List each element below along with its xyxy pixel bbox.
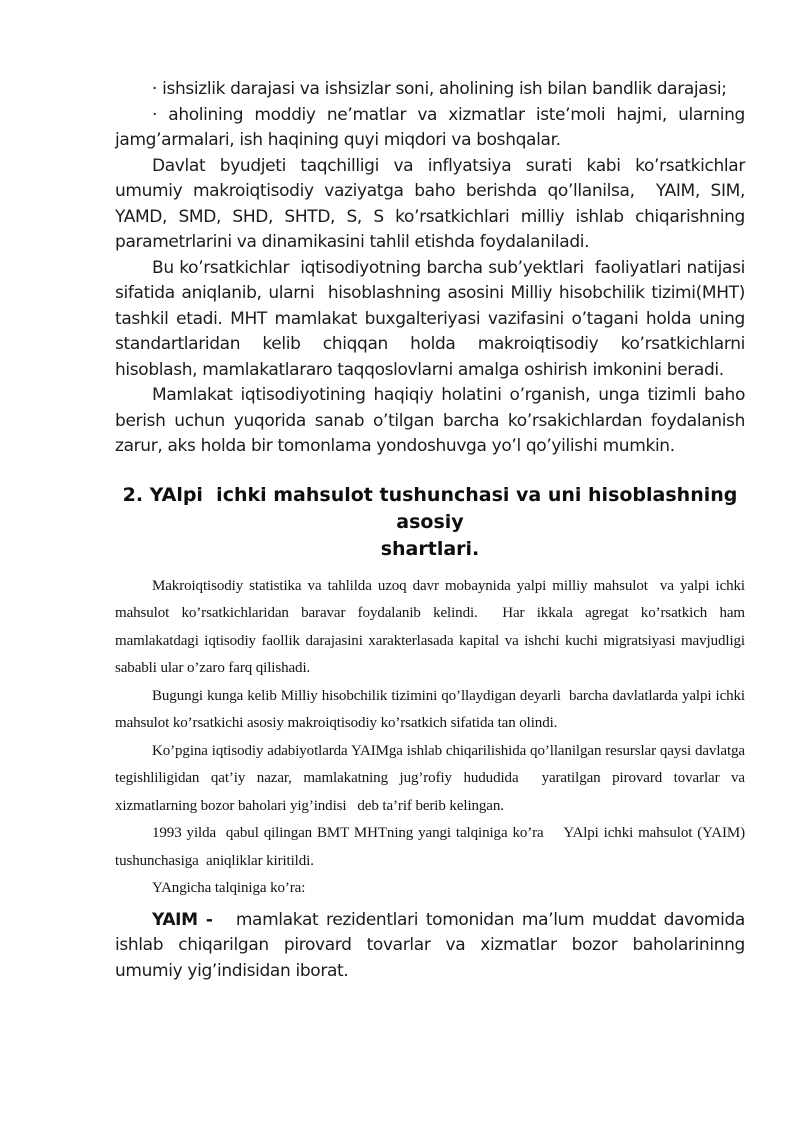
paragraph-economy-state: Mamlakat iqtisodiyotining haqiqiy holatini o’rganish, unga tizimli baho berish uchun yuqorida sanab o’tilgan barcha ko’rsakichlardan foydalanish zarur, aks holda bir tomonlama yondoshuvga yo’l qo’yilishi mumkin.: [115, 385, 745, 456]
paragraph-yaim-definition: [115, 908, 745, 985]
section-heading-line1: 2. YAlpi ichki mahsulot tushunchasi va uni hisoblashning asosiy: [122, 483, 738, 533]
paragraph-1993-un-sna: 1993 yilda qabul qilingan BMT MHTning yangi talqiniga ko’ra YAlpi ichki mahsulot (YAIM) tushunchasiga aniqliklar kiritildi.: [115, 825, 745, 869]
term-yaim: YAIM -: [152, 909, 213, 930]
paragraph-new-interpretation: YAngicha talqiniga ko’ra:: [152, 880, 306, 896]
paragraph-state-budget: Davlat byudjeti taqchilligi va inflyatsiya surati kabi ko’rsatkichlar umumiy makroiqtisodiy vaziyatga baho berishda qo’llanilsa, YAIM, SIM, YAMD, SMD, SHD, SHTD, S, S ko’rsatkichlari milliy ishlab chiqarishning parametrlarini va dinamikasini tahlil etishda foydalaniladi.: [115, 155, 745, 252]
section-heading: [115, 482, 745, 563]
paragraph-macro-statistics: Makroiqtisodiy statistika va tahlilda uzoq davr mobaynida yalpi milliy mahsulot va yalpi ichki mahsulot ko’rsatkichlaridan baravar foydalanib kelindi. Har ikkala agregat ko’rsatkich ham mamlakatdagi iqtisodiy faollik darajasini xarakterlasada kapital va ishchi kuchi migratsiyasi mavjudligi sababli ular o’zaro farq qilishadi.: [115, 577, 745, 676]
paragraph-literature-definition: Ko’pgina iqtisodiy adabiyotlarda YAIMga ishlab chiqarilishida qo’llanilgan resurslar qaysi davlatga tegishliligidan qat’iy nazar, mamlakatning jug’rofiy hududida yaratilgan pirovard tovarlar va xizmatlarning bozor baholari yig’indisi deb ta’rif berib kelingan.: [115, 742, 745, 814]
bullet-item-consumption: · aholining moddiy ne’matlar va xizmatlar iste’moli hajmi, ularning jamg’armalari, ish haqining quyi miqdori va boshqalar.: [115, 104, 745, 150]
paragraph-indicators-mht: Bu ko’rsatkichlar iqtisodiyotning barcha sub’yektlari faoliyatlari natijasi sifatida aniqlanib, ularni hisoblashning asosini Milliy hisobchilik tizimi(MHT) tashkil etadi. MHT mamlakat buxgalteriyasi vazifasini o’tagani holda uning standartlaridan kelib chiqqan holda makroiqtisodiy ko’rsatkichlarni hisoblash, mamlakatlararo taqqoslovlarni amalga oshirish imkonini beradi.: [115, 257, 745, 380]
bullet-item-unemployment: · ishsizlik darajasi va ishsizlar soni, aholining ish bilan bandlik darajasi;: [152, 79, 727, 99]
section-heading-line2: shartlari.: [380, 537, 480, 560]
yaim-definition-text: mamlakat rezidentlari tomonidan ma’lum muddat davomida ishlab chiqarilgan pirovard tovarlar va xizmatlar bozor baholarininng umumiy yig’indisidan iborat.: [115, 909, 745, 981]
paragraph-today-gdp: Bugungi kunga kelib Milliy hisobchilik tizimini qo’llaydigan deyarli barcha davlatlarda yalpi ichki mahsulot ko’rsatkichi asosiy makroiqtisodiy ko’rsatkich sifatida tan olindi.: [115, 687, 745, 731]
